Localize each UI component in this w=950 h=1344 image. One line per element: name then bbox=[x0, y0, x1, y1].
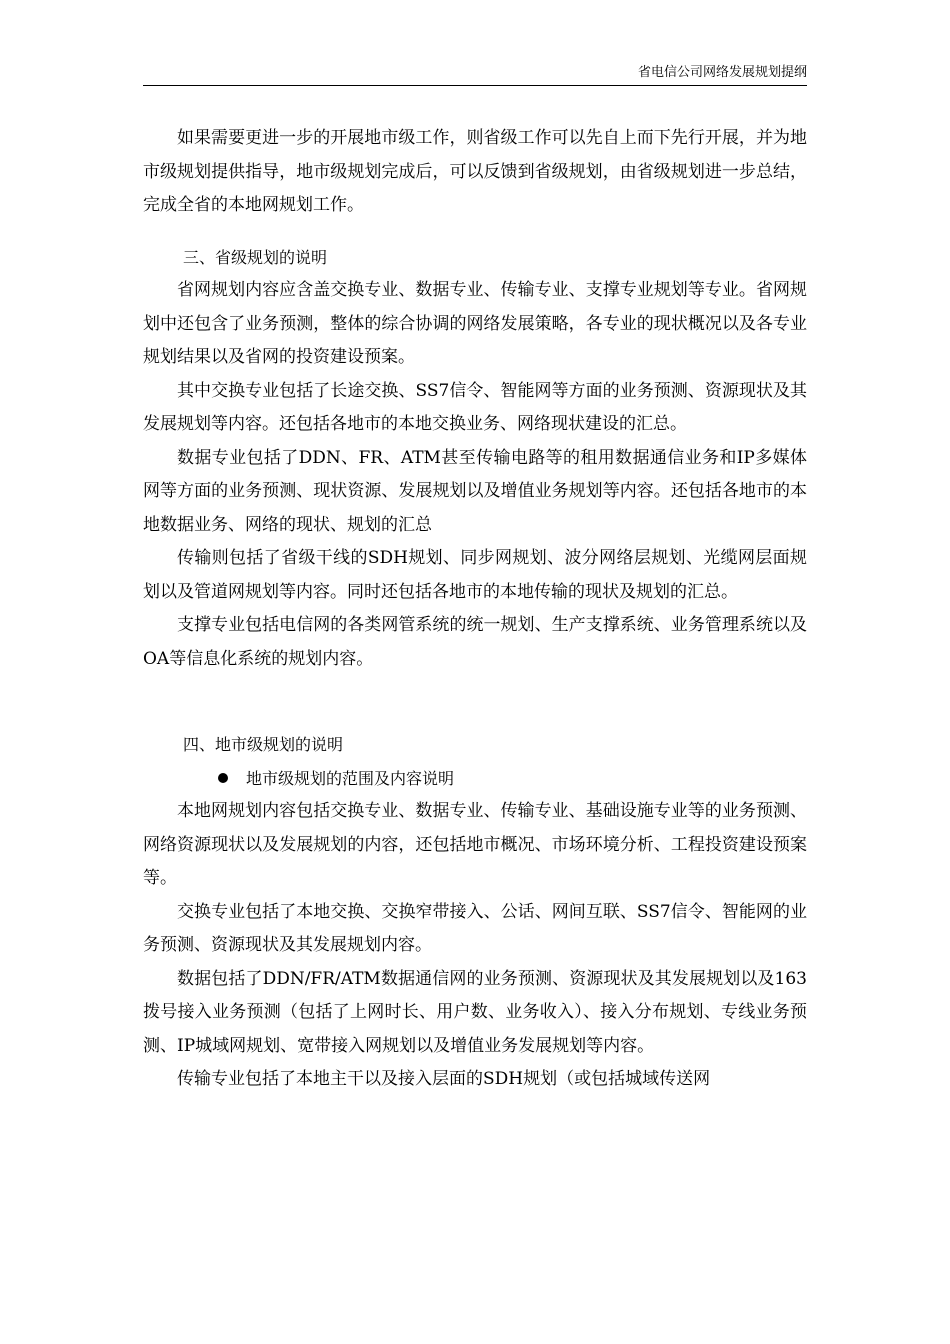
spacer bbox=[143, 223, 807, 241]
page-header-title: 省电信公司网络发展规划提纲 bbox=[637, 65, 807, 80]
section-3-paragraph: 传输则包括了省级干线的SDH规划、同步网规划、波分网络层规划、光缆网层面规划以及管道网规划等内容。同时还包括各地市的本地传输的现状及规划的汇总。 bbox=[143, 548, 807, 602]
section-4-heading: 四、地市级规划的说明 bbox=[183, 735, 344, 754]
section-4-bullet-item bbox=[143, 762, 807, 796]
section-3-paragraph: 数据专业包括了DDN、FR、ATM甚至传输电路等的租用数据通信业务和IP多媒体网等方面的业务预测、现状资源、发展规划以及增值业务规划等内容。还包括各地市的本地数据业务、网络的现状、规划的汇总 bbox=[143, 447, 807, 535]
header-divider bbox=[143, 85, 807, 86]
section-3-paragraph: 其中交换专业包括了长途交换、SS7信令、智能网等方面的业务预测、资源现状及其发展规划等内容。还包括各地市的本地交换业务、网络现状建设的汇总。 bbox=[143, 380, 807, 434]
spacer bbox=[143, 676, 807, 728]
section-4-paragraph: 本地网规划内容包括交换专业、数据专业、传输专业、基础设施专业等的业务预测、网络资源现状以及发展规划的内容，还包括地市概况、市场环境分析、工程投资建设预案等。 bbox=[143, 801, 807, 888]
bullet-item-text: 地市级规划的范围及内容说明 bbox=[246, 768, 455, 788]
document-body bbox=[143, 122, 807, 1097]
bullet-dot-icon bbox=[218, 773, 228, 783]
section-3-paragraph: 支撑专业包括电信网的各类网管系统的统一规划、生产支撑系统、业务管理系统以及OA等信息化系统的规划内容。 bbox=[143, 615, 807, 669]
section-3-heading: 三、省级规划的说明 bbox=[183, 247, 328, 267]
section-4-paragraph: 数据包括了DDN/FR/ATM数据通信网的业务预测、资源现状及其发展规划以及163拨号接入业务预测（包括了上网时长、用户数、业务收入）、接入分布规划、专线业务预测、IP城域网规划、宽带接入网规划以及增值业务发展规划等内容。 bbox=[143, 968, 807, 1056]
section-3-paragraph: 省网规划内容应含盖交换专业、数据专业、传输专业、支撑专业规划等专业。省网规划中还包含了业务预测，整体的综合协调的网络发展策略，各专业的现状概况以及各专业规划结果以及省网的投资建设预案。 bbox=[143, 280, 807, 367]
section-4-paragraph: 交换专业包括了本地交换、交换窄带接入、公话、网间互联、SS7信令、智能网的业务预测、资源现状及其发展规划内容。 bbox=[143, 901, 807, 955]
section-4-paragraph: 传输专业包括了本地主干以及接入层面的SDH规划（或包括城域传送网 bbox=[177, 1069, 711, 1089]
intro-paragraph: 如果需要更进一步的开展地市级工作，则省级工作可以先自上而下先行开展，并为地市级规划提供指导，地市级规划完成后，可以反馈到省级规划，由省级规划进一步总结，完成全省的本地网规划工作。 bbox=[143, 128, 807, 215]
